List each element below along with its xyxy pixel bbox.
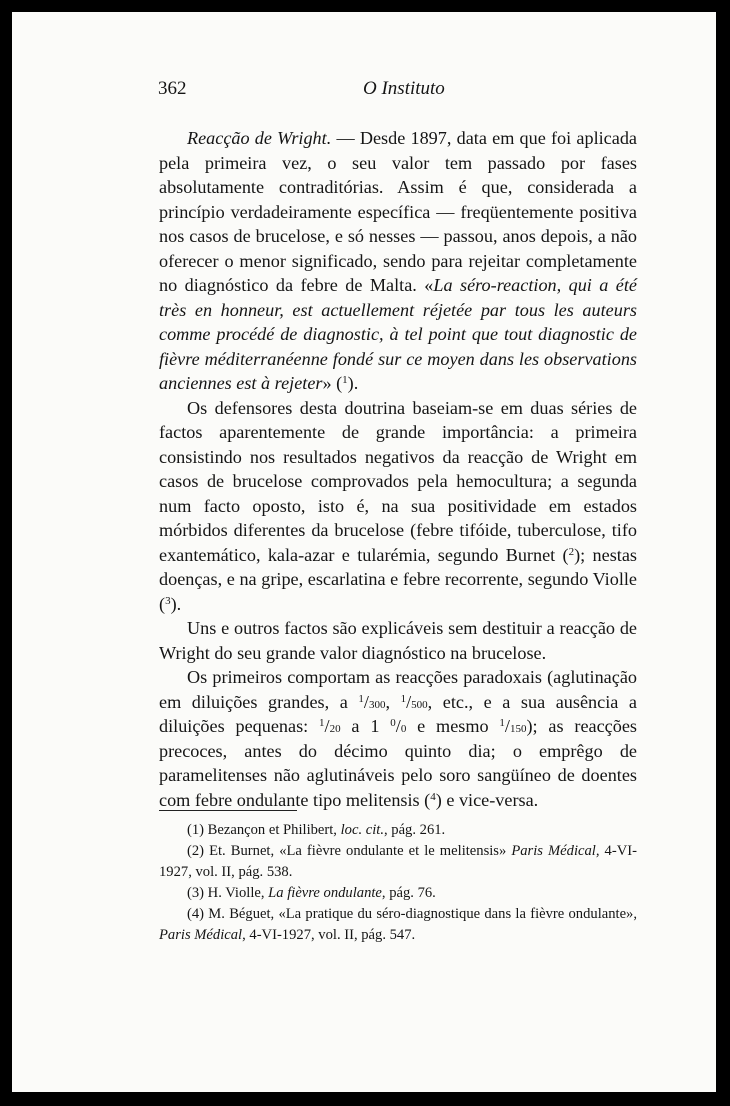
footnote-mark: (4) [187,906,205,922]
footnote-text: Et. Burnet, «La fièvre ondulante et le melitensis» [204,843,512,859]
fraction-den: 150 [509,723,527,735]
fraction: $^1$/20 [319,716,341,736]
page-header [158,72,638,102]
paragraph-text: , [385,691,401,712]
paragraph-explicaveis [159,616,637,665]
footnote-4 [159,904,637,946]
footnote-2 [159,841,637,883]
paragraph-text: ). [347,373,359,393]
footnote-text: , pág. 261. [383,822,446,838]
paragraph-text: Os primeiros comportam as reacções paradoxais (aglutinação em diluições grandes, a [159,667,637,712]
paragraph-text: e mesmo [406,716,500,736]
paragraph-text: Uns e outros factos são explicáveis sem destituir a reacção de Wright do seu grande valor diagnóstico na brucelose. [159,618,637,663]
running-title: O Instituto [363,78,445,99]
percent-sign: $^0$/0 [390,716,407,736]
note-ref: 1 [342,374,348,386]
footnote-text: M. Béguet, «La pratique du séro-diagnostique dans la fièvre ondulante», [204,906,637,922]
note-ref: 3 [165,594,171,607]
fraction-num: 1 [319,717,325,729]
footnote-3 [159,883,637,904]
fraction-num: 0 [390,717,396,729]
footnote-italic: loc. cit. [340,822,384,838]
footnote-mark: (3) [187,885,205,901]
paragraph-primeiros [159,665,637,812]
paragraph-text: Os defensores desta doutrina baseiam-se em duas séries de factos aparentemente de grande importância: a primeira consistindo nos resultados negativos da reacção de Wright em casos de brucelose comprovados pela hemocultura; a segunda num facto oposto, isto é, na sua positividade em estados mórbidos diferentes da brucelose (febre tifóide, tuberculose, tifo exantemático, kala-azar e tularémia, segundo Burnet ( [159,397,637,565]
footnote-rule [159,810,297,811]
fraction-num: 1 [358,692,364,705]
fraction-den: 20 [329,723,341,735]
fraction-den: 500 [411,698,428,711]
footnote-mark: (2) [187,843,205,859]
paragraph-wright [159,126,637,396]
footnote-italic: Paris Médical, [511,843,600,859]
fraction: $^1$/500 [400,691,428,712]
fraction-den: 0 [400,723,407,735]
paragraph-text: ); nestas doenças, e na gripe, escarlatina e febre recorrente, segundo Violle ( [159,544,638,614]
paragraph-text: ). [170,593,182,614]
footnote-text: , pág. 76. [381,885,436,901]
fraction-den: 300 [368,698,386,711]
page [12,12,716,1092]
footnote-text: H. Violle, [204,885,269,901]
fraction-num: 1 [499,717,505,729]
section-title: Reacção de Wright. [187,128,332,148]
paragraph-text: a 1 [340,716,391,736]
fraction: $^1$/150 [499,716,527,736]
paragraph-text: ); as reacções precoces, antes do décimo quinto dia; o emprêgo de paramelitenses não aglutináveis pelo soro sangüíneo de doentes com febre ondulante tipo melitensis ( [159,716,637,810]
page-number: 362 [158,78,187,99]
footnote-italic: Paris Médical [159,927,243,943]
paragraph-defensores [159,396,637,617]
footnote-text: , 4-VI-1927, vol. II, pág. 547. [242,927,416,943]
footnotes [159,820,637,946]
body-text [159,126,637,812]
note-ref: 2 [568,545,575,558]
footnote-mark: (1) [187,822,205,838]
note-ref: 4 [430,790,436,803]
paragraph-text: ) e vice-versa. [435,789,539,810]
fraction-num: 1 [400,692,407,705]
paragraph-text: , etc., e a sua ausência a diluições pequenas: [159,691,637,736]
paragraph-text: — Desde 1897, data em que foi aplicada pela primeira vez, o seu valor tem passado por fases absolutamente contraditórias. Assim é que, considerada a princípio verdadeiramente específica — freqüentemente positiva nos casos de brucelose, e só nesses — passou, anos depois, a não oferecer o menor significado, sendo para rejeitar completamente no diagnóstico da febre de Malta. « [159,128,637,295]
french-quote: La séro-reaction, qui a été très en honneur, est actuellement réjetée par tous les auteurs comme procédé de diagnostic, à tel point que tout diagnostic de fièvre méditerranéenne fondé sur ce moyen dans les observations anciennes est à rejeter [159,275,637,393]
footnote-1 [159,820,637,841]
paragraph-text: » ( [322,373,343,393]
footnote-text: Bezançon et Philibert, [204,822,341,838]
footnote-text: 4-VI-1927, vol. II, pág. 538. [159,843,637,880]
fraction: $^1$/300 [358,691,386,712]
footnote-italic: La fièvre ondulante [268,885,382,901]
